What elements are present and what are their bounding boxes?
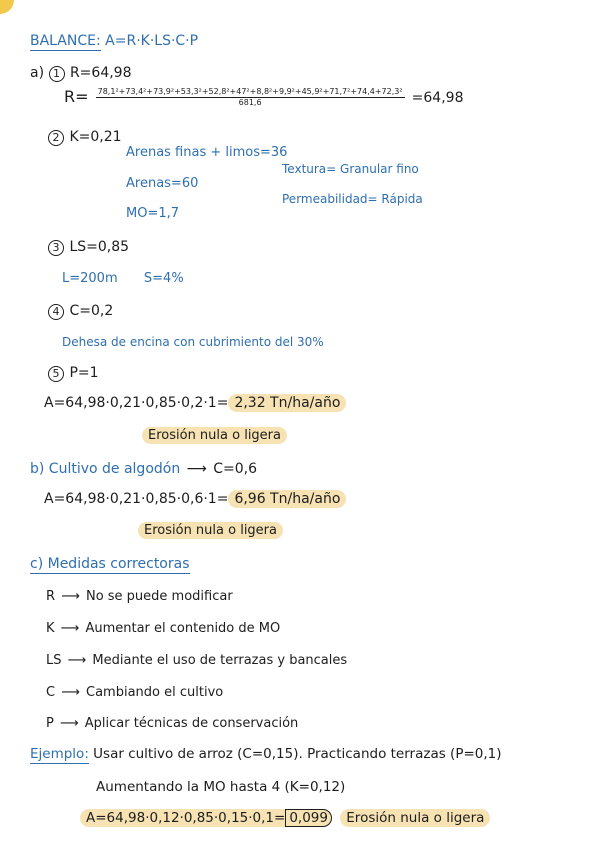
arrow-icon: ⟶: [59, 716, 79, 731]
measure-r-factor: R: [46, 589, 56, 604]
arrow-icon: ⟶: [60, 621, 80, 636]
arrow-icon: ⟶: [186, 461, 207, 477]
c-note: Dehesa de encina con cubrimiento del 30%: [62, 335, 324, 349]
r-numerator: 78,1²+73,4²+73,9²+53,3²+52,8²+47²+8,8²+9,9²+45,9²+71,7²+74,4+72,3²: [97, 87, 403, 96]
k-note-2: Arenas=60: [126, 176, 199, 191]
k-value: K=0,21: [69, 129, 122, 145]
r-formula-lhs: R=: [64, 87, 89, 106]
part-a-erosion-text: Erosión nula o ligera: [142, 427, 287, 444]
title-label: BALANCE:: [30, 33, 101, 49]
arrow-icon: ⟶: [61, 589, 80, 604]
part-a-r: [30, 66, 132, 82]
p-value: P=1: [69, 365, 99, 381]
example-line-1: [30, 748, 502, 762]
part-c-label: c) Medidas correctoras: [30, 556, 190, 572]
title-formula: A=R·K·LS·C·P: [105, 33, 199, 49]
r-formula: [64, 88, 463, 107]
r-denominator: 681,6: [238, 98, 262, 107]
example-text-1: Usar cultivo de arroz (C=0,15). Practicando terrazas (P=0,1): [93, 746, 502, 762]
measure-ls-text: Mediante el uso de terrazas y bancales: [92, 653, 348, 668]
part-a-result-value: 2,32 Tn/ha/año: [228, 394, 346, 412]
arrow-icon: ⟶: [67, 653, 87, 668]
k-note-3: MO=1,7: [126, 206, 180, 221]
c-value: C=0,2: [69, 303, 114, 319]
measure-k-text: Aumentar el contenido de MO: [85, 621, 281, 636]
ls-notes: [62, 272, 184, 285]
title: [30, 34, 198, 48]
r-formula-result: =64,98: [411, 90, 464, 106]
ls-slope: S=4%: [143, 271, 184, 286]
example-result: [80, 812, 490, 826]
part-a-k: [48, 130, 122, 146]
measure-p-factor: P: [46, 716, 54, 731]
part-a-erosion-label: [142, 429, 287, 442]
measure-ls: [46, 654, 347, 667]
step-5-circle: 5: [48, 366, 64, 382]
corner-decoration: [0, 0, 14, 14]
ls-value: LS=0,85: [69, 239, 130, 255]
step-4-circle: 4: [48, 304, 64, 320]
example-line-2: Aumentando la MO hasta 4 (K=0,12): [96, 779, 346, 795]
example-label: Ejemplo:: [30, 746, 89, 762]
measure-ls-factor: LS: [46, 653, 62, 668]
step-3-circle: 3: [48, 240, 64, 256]
part-a-ls: [48, 240, 129, 256]
part-c-header: [30, 557, 190, 571]
measure-k: [46, 622, 280, 635]
example-result-value: 0,099: [285, 809, 332, 827]
part-a-result: [44, 396, 346, 410]
part-b-result: [44, 492, 346, 506]
part-a-label: a): [30, 65, 45, 81]
part-a-p: [48, 366, 99, 382]
part-b-equation: A=64,98·0,21·0,85·0,6·1=: [44, 491, 229, 507]
measure-k-factor: K: [46, 621, 55, 636]
step-2-circle: 2: [48, 130, 64, 146]
part-a-equation: A=64,98·0,21·0,85·0,2·1=: [44, 395, 229, 411]
part-b-header: [30, 462, 257, 476]
measure-c-text: Cambiando el cultivo: [86, 685, 224, 700]
part-b-erosion-label: [138, 524, 283, 537]
step-1-circle: 1: [49, 66, 65, 82]
measure-r-text: No se puede modificar: [85, 589, 233, 604]
measure-c-factor: C: [46, 685, 56, 700]
measure-p: [46, 717, 298, 730]
part-b-label: b) Cultivo de algodón: [30, 461, 181, 477]
example-erosion-text: Erosión nula o ligera: [340, 809, 490, 827]
k-note-1: Arenas finas + limos=36: [126, 145, 288, 160]
part-b-result-value: 6,96 Tn/ha/año: [228, 490, 346, 508]
part-b-erosion-text: Erosión nula o ligera: [138, 522, 283, 539]
part-b-c-value: C=0,6: [213, 461, 257, 477]
r-fraction: [96, 88, 405, 107]
measure-p-text: Aplicar técnicas de conservación: [84, 716, 299, 731]
r-value: R=64,98: [69, 65, 132, 81]
k-permeability: Permeabilidad= Rápida: [282, 192, 423, 206]
example-equation: A=64,98·0,12·0,85·0,15·0,1=: [80, 809, 285, 827]
k-texture: Textura= Granular fino: [282, 162, 419, 176]
measure-r: [46, 590, 233, 603]
ls-length: L=200m: [62, 271, 118, 286]
measure-c: [46, 686, 223, 699]
part-a-c: [48, 304, 113, 320]
arrow-icon: ⟶: [61, 685, 80, 700]
